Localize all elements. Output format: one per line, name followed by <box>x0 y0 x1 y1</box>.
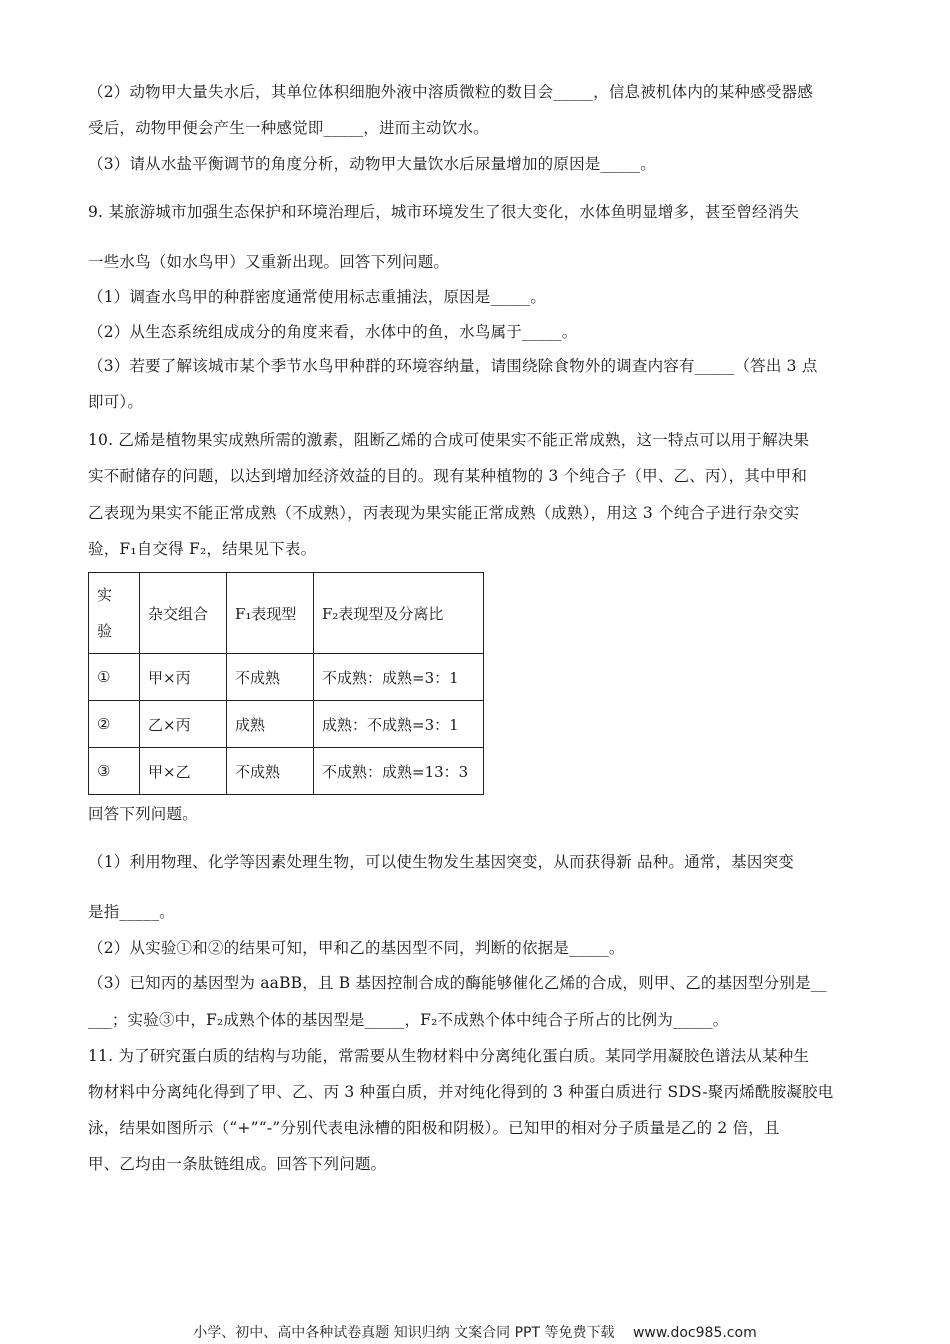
footer-text: 小学、初中、高中各种试卷真题 知识归纳 文案合同 PPT 等免费下载 <box>193 1325 615 1341</box>
header-f2-ratio: F₂表现型及分离比 <box>314 573 484 654</box>
q10-stem-line1: 10. 乙烯是植物果实成熟所需的激素，阻断乙烯的合成可使果实不能正常成熟，这一特点可以用于解决果 <box>88 431 810 449</box>
page-footer <box>0 1322 950 1342</box>
table-row <box>89 654 484 701</box>
table-header-row <box>89 573 484 654</box>
q10-part1-line2: 是指_____。 <box>88 903 175 921</box>
header-experiment <box>89 573 140 654</box>
q11-stem-line1: 11. 为了研究蛋白质的结构与功能，常需要从生物材料中分离纯化蛋白质。某同学用凝胶色谱法从某种生 <box>88 1047 810 1065</box>
q10-part3-line1: （3）已知丙的基因型为 aaBB，且 B 基因控制合成的酶能够催化乙烯的合成，则甲、乙的基因型分别是__ <box>88 974 827 992</box>
cell-experiment: ① <box>89 654 140 701</box>
q9-part1: （1）调查水鸟甲的种群密度通常使用标志重捕法，原因是_____。 <box>88 288 547 306</box>
cell-f2: 不成熟：成熟=13：3 <box>314 748 484 795</box>
q8-part3: （3）请从水盐平衡调节的角度分析，动物甲大量饮水后尿量增加的原因是_____。 <box>88 155 656 173</box>
cell-cross: 乙×丙 <box>140 701 227 748</box>
cell-f2: 成熟：不成熟=3：1 <box>314 701 484 748</box>
header-experiment-line1: 实 <box>97 586 113 604</box>
q10-stem-line4: 验，F₁自交得 F₂，结果见下表。 <box>88 540 317 558</box>
cell-cross: 甲×丙 <box>140 654 227 701</box>
q9-part3-line1: （3）若要了解该城市某个季节水鸟甲种群的环境容纳量，请围绕除食物外的调查内容有_____（答出 3 点 <box>88 357 818 375</box>
q9-part3-line2: 即可）。 <box>88 393 144 411</box>
q8-part2-line1: （2）动物甲大量失水后，其单位体积细胞外液中溶质微粒的数目会_____，信息被机体内的某种感受器感 <box>88 83 813 101</box>
cell-experiment: ③ <box>89 748 140 795</box>
q10-answer-prompt: 回答下列问题。 <box>88 805 198 823</box>
q9-part2: （2）从生态系统组成成分的角度来看，水体中的鱼，水鸟属于_____。 <box>88 323 578 341</box>
q9-stem-line2: 一些水鸟（如水鸟甲）又重新出现。回答下列问题。 <box>88 253 450 271</box>
cell-f1: 成熟 <box>227 701 314 748</box>
cell-f1: 不成熟 <box>227 748 314 795</box>
q11-stem-line4: 甲、乙均由一条肽链组成。回答下列问题。 <box>88 1155 387 1173</box>
q9-stem-line1: 9. 某旅游城市加强生态保护和环境治理后，城市环境发生了很大变化，水体鱼明显增多，甚至曾经消失 <box>88 203 800 221</box>
q8-part2-line2: 受后，动物甲便会产生一种感觉即_____，进而主动饮水。 <box>88 119 489 137</box>
q10-part1-line1: （1）利用物理、化学等因素处理生物，可以使生物发生基因突变，从而获得新 品种。通常，基因突变 <box>88 853 794 871</box>
q10-stem-line2: 实不耐储存的问题，以达到增加经济效益的目的。现有某种植物的 3 个纯合子（甲、乙、丙），其中甲和 <box>88 467 808 485</box>
q10-stem-line3: 乙表现为果实不能正常成熟（不成熟），丙表现为果实能正常成熟（成熟），用这 3 个纯合子进行杂交实 <box>88 504 800 522</box>
cell-experiment: ② <box>89 701 140 748</box>
header-cross: 杂交组合 <box>140 573 227 654</box>
q10-part2: （2）从实验①和②的结果可知，甲和乙的基因型不同，判断的依据是_____。 <box>88 939 625 957</box>
cell-cross: 甲×乙 <box>140 748 227 795</box>
header-experiment-line2: 验 <box>97 622 113 640</box>
footer-link[interactable]: www.doc985.com <box>632 1325 757 1341</box>
q11-stem-line2: 物材料中分离纯化得到了甲、乙、丙 3 种蛋白质，并对纯化得到的 3 种蛋白质进行 SDS-聚丙烯酰胺凝胶电 <box>88 1083 834 1101</box>
table-row <box>89 701 484 748</box>
cell-f1: 不成熟 <box>227 654 314 701</box>
header-f1-phenotype: F₁表现型 <box>227 573 314 654</box>
q10-part3-line2: ___；实验③中，F₂成熟个体的基因型是_____，F₂不成熟个体中纯合子所占的比例为_____。 <box>88 1011 729 1029</box>
table-row <box>89 748 484 795</box>
cell-f2: 不成熟：成熟=3：1 <box>314 654 484 701</box>
cross-results-table <box>88 572 484 795</box>
q11-stem-line3: 泳，结果如图所示（“+”“-”分别代表电泳槽的阳极和阴极）。已知甲的相对分子质量是乙的 2 倍，且 <box>88 1119 780 1137</box>
